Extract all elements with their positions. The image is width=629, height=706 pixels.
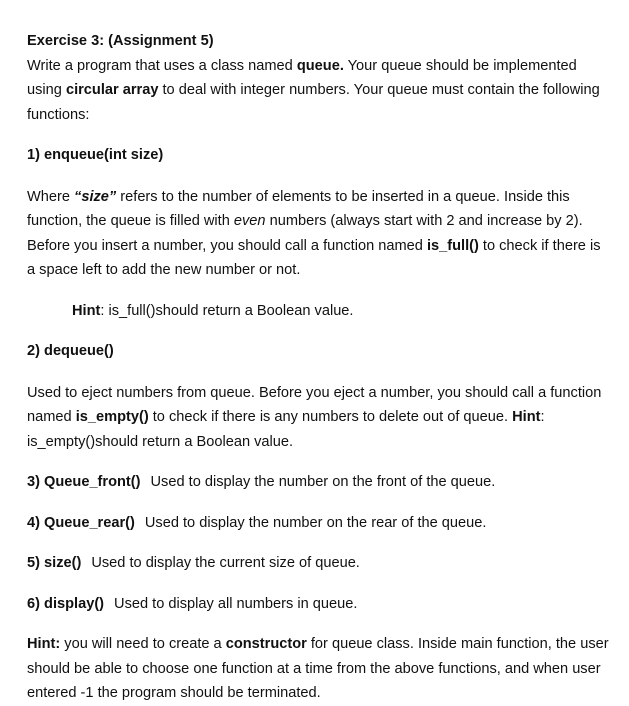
final-hint-text-1: you will need to create a: [60, 636, 226, 652]
final-hint-paragraph: [27, 632, 609, 706]
item2-text-2: to check if there is any numbers to delete out of queue.: [148, 409, 513, 425]
function-desc: Used to display the current size of queue.: [91, 555, 360, 571]
final-hint-bold-constructor: constructor: [225, 636, 307, 652]
item1-heading: 1) enqueue(int size): [27, 147, 164, 163]
function-name: 4) Queue_rear(): [27, 514, 135, 531]
item1-italic-even: even: [233, 213, 266, 229]
item1-paragraph: [27, 185, 609, 283]
item1-hint-text: : is_full()should return a Boolean value.: [100, 302, 354, 319]
final-hint-label: Hint:: [27, 636, 61, 652]
item2-hint-text: : is_empty()should return a Boolean value.: [27, 409, 545, 450]
function-item-display: [27, 592, 609, 617]
function-desc: Used to display the number on the rear of the queue.: [144, 514, 487, 531]
item1-text-1: Where: [27, 188, 75, 205]
item1-text-2: refers to the number of elements to be inserted in a queue. Inside this function, the queue is filled with: [27, 188, 570, 229]
item1-hint-label: Hint: [72, 302, 101, 319]
final-hint-text-2: for queue class. Inside main function, the user should be able to choose one function at a time from the above functions, and when user entered -1 the program should be terminated.: [27, 636, 609, 701]
item1-text-4: to check if there is a space left to add the new number or not.: [27, 237, 601, 278]
item2-bold-is-empty: is_empty(): [75, 409, 149, 425]
item2-paragraph: [27, 381, 609, 455]
function-item-queue-front: [27, 470, 609, 495]
function-desc: Used to display the number on the front of the queue.: [150, 474, 496, 490]
function-desc: Used to display all numbers in queue.: [114, 595, 358, 612]
function-name: 3) Queue_front(): [27, 474, 141, 490]
item2-heading: 2) dequeue(): [27, 343, 114, 359]
item1-quoted-size: “size”: [74, 188, 117, 205]
item1-hint: [27, 299, 609, 324]
intro-bold-queue: queue.: [296, 57, 344, 74]
function-name: 6) display(): [27, 595, 105, 612]
function-name: 5) size(): [27, 555, 82, 571]
item2-text-1: Used to eject numbers from queue. Before you eject a number, you should call a function named: [27, 384, 602, 425]
item1-text-3: numbers (always start with 2 and increase by 2). Before you insert a number, you should call a function named: [27, 213, 583, 254]
intro-paragraph: [27, 54, 609, 128]
function-item-queue-rear: [27, 511, 609, 536]
item1-bold-is-full: is_full(): [426, 237, 479, 254]
intro-text-2: Your queue should be implemented using: [27, 57, 577, 98]
item2-hint-label: Hint: [512, 409, 541, 425]
exercise-title: Exercise 3: (Assignment 5): [27, 33, 214, 49]
intro-bold-circular-array: circular array: [65, 82, 159, 98]
intro-text-3: to deal with integer numbers. Your queue must contain the following functions:: [27, 82, 600, 123]
function-item-size: [27, 551, 609, 576]
intro-text-1: Write a program that uses a class named: [27, 57, 297, 74]
